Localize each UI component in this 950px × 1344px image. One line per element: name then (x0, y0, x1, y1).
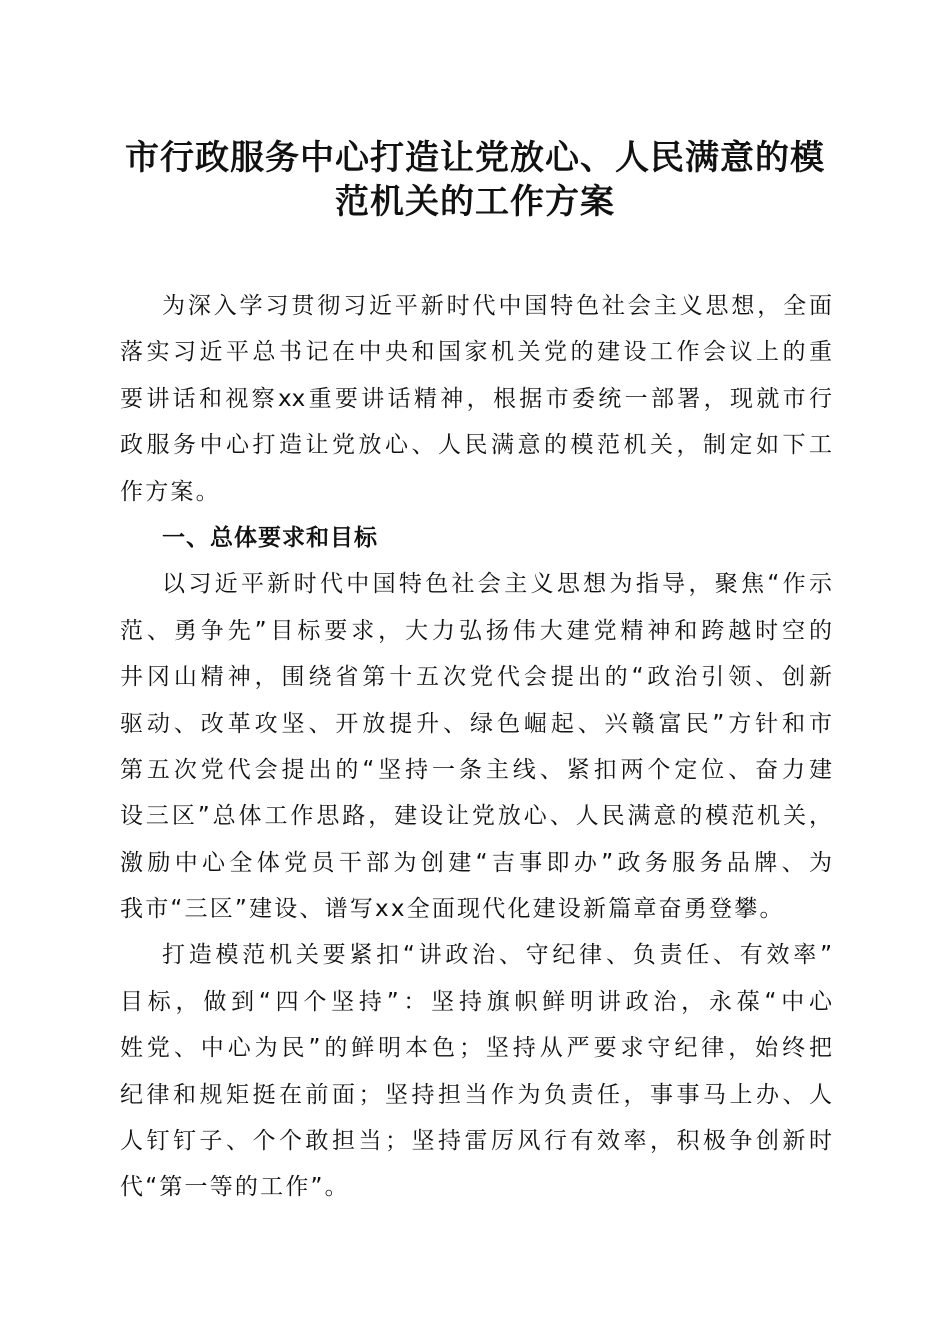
page-title (100, 136, 850, 224)
paragraph-line: 第五次党代会提出的“坚持一条主线、紧扣两个定位、奋力建 (120, 756, 832, 783)
section1-paragraph-1 (120, 561, 832, 932)
paragraph-line: 以习近平新时代中国特色社会主义思想为指导，聚焦“作示 (162, 571, 832, 598)
paragraph-line: 打造模范机关要紧扣“讲政治、守纪律、负责任、有效率” (162, 942, 832, 969)
document-body (120, 283, 832, 1211)
section-heading: 一、总体要求和目标 (162, 524, 378, 551)
paragraph-line: 驱动、改革攻坚、开放提升、绿色崛起、兴赣富民”方针和市 (120, 710, 832, 737)
section1-paragraph-2 (120, 932, 832, 1210)
paragraph-line: 范、勇争先”目标要求，大力弘扬伟大建党精神和跨越时空的 (120, 617, 832, 644)
paragraph-line: 人钉钉子、个个敢担当；坚持雷厉风行有效率，积极争创新时 (120, 1128, 832, 1155)
title-line-2: 范机关的工作方案 (335, 182, 615, 222)
paragraph-line: 代“第一等的工作”。 (120, 1174, 350, 1201)
paragraph-line: 要讲话和视察xx重要讲话精神，根据市委统一部署，现就市行 (120, 385, 832, 412)
paragraph-line: 政服务中心打造让党放心、人民满意的模范机关，制定如下工 (120, 432, 832, 459)
intro-paragraph (120, 283, 832, 515)
paragraph-line: 我市“三区”建设、谱写xx全面现代化建设新篇章奋勇登攀。 (120, 896, 785, 923)
paragraph-line: 井冈山精神，围绕省第十五次党代会提出的“政治引领、创新 (120, 664, 832, 691)
paragraph-line: 设三区”总体工作思路，建设让党放心、人民满意的模范机关， (120, 803, 832, 830)
paragraph-line: 作方案。 (120, 478, 221, 505)
paragraph-line: 目标，做到“四个坚持”：坚持旗帜鲜明讲政治，永葆“中心 (120, 988, 832, 1015)
paragraph-line: 落实习近平总书记在中央和国家机关党的建设工作会议上的重 (120, 339, 832, 366)
paragraph-line: 激励中心全体党员干部为创建“吉事即办”政务服务品牌、为 (120, 849, 832, 876)
title-line-1: 市行政服务中心打造让党放心、人民满意的模 (125, 138, 825, 178)
paragraph-line: 姓党、中心为民”的鲜明本色；坚持从严要求守纪律，始终把 (120, 1035, 832, 1062)
paragraph-line: 为深入学习贯彻习近平新时代中国特色社会主义思想，全面 (162, 293, 832, 319)
paragraph-line: 纪律和规矩挺在前面；坚持担当作为负责任，事事马上办、人 (120, 1081, 832, 1108)
